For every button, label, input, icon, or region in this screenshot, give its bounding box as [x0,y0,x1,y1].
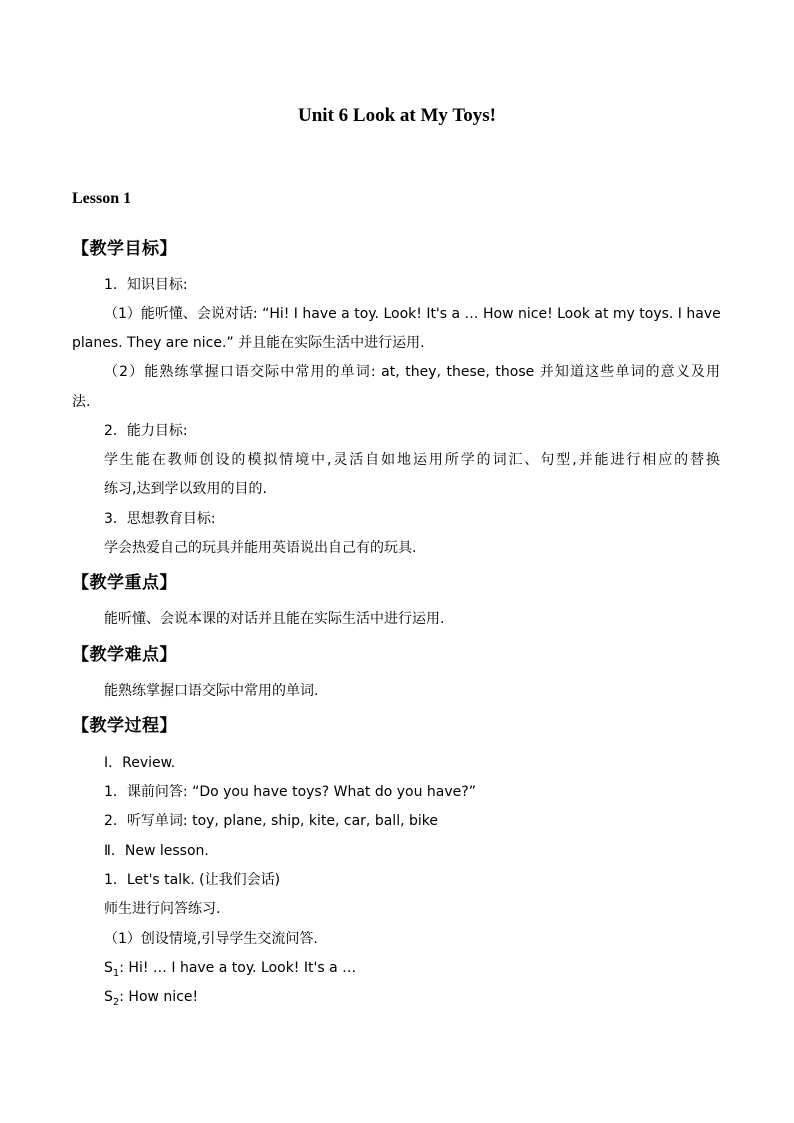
process-heading: 【教学过程】 [72,716,177,736]
review-item-1: 1．课前问答: “Do you have toys? What do you have?” [104,784,476,800]
moral-line1: 学会热爱自己的玩具并能用英语说出自己有的玩具. [104,540,417,556]
speaker-s1-number: 1 [112,967,120,979]
knowledge-objective-label: 1．知识目标: [104,277,188,293]
ability-line2: 练习,达到学以致用的目的. [104,481,267,497]
lesson-label: Lesson 1 [72,190,132,207]
key-points-heading: 【教学重点】 [72,573,177,593]
speaker-s1-letter: S [104,960,113,976]
dialogue-s2 [104,987,198,1013]
dialogue-s1 [104,958,356,984]
practice-text: 师生进行问答练习. [104,901,221,917]
review-label: Ⅰ．Review. [104,755,176,771]
difficulties-text: 能熟练掌握口语交际中常用的单词. [104,683,319,699]
speaker-s1-text: : Hi! … I have a toy. Look! It's a … [119,960,357,976]
moral-objective-label: 3．思想教育目标: [104,511,216,527]
ability-objective-label: 2．能力目标: [104,423,188,439]
scene-text: （1）创设情境,引导学生交流问答. [104,931,318,947]
key-points-text: 能听懂、会说本课的对话并且能在实际生活中进行运用. [104,611,445,627]
difficulties-heading: 【教学难点】 [72,645,177,665]
speaker-s2-text: : How nice! [119,989,199,1005]
knowledge-item-1-line1: （1）能听懂、会说对话: “Hi! I have a toy. Look! It's a … How nice! Look at my toys. I have [104,306,721,322]
ability-line1: 学生能在教师创设的模拟情境中,灵活自如地运用所学的词汇、句型,并能进行相应的替换 [104,452,720,468]
speaker-s2-letter: S [104,989,113,1005]
review-item-2: 2．听写单词: toy, plane, ship, kite, car, ball, bike [104,813,438,829]
knowledge-item-2-line1: （2）能熟练掌握口语交际中常用的单词: at, they, these, those 并知道这些单词的意义及用 [104,364,720,380]
objectives-heading: 【教学目标】 [72,239,177,259]
document-title: Unit 6 Look at My Toys! [298,105,496,126]
speaker-s2-number: 2 [112,996,120,1008]
knowledge-item-1-line2: planes. They are nice.” 并且能在实际生活中进行运用. [72,335,425,351]
new-lesson-label: Ⅱ．New lesson. [104,843,209,859]
lets-talk-item: 1．Let's talk. (让我们会话) [104,872,281,888]
knowledge-item-2-line2: 法. [72,394,91,410]
